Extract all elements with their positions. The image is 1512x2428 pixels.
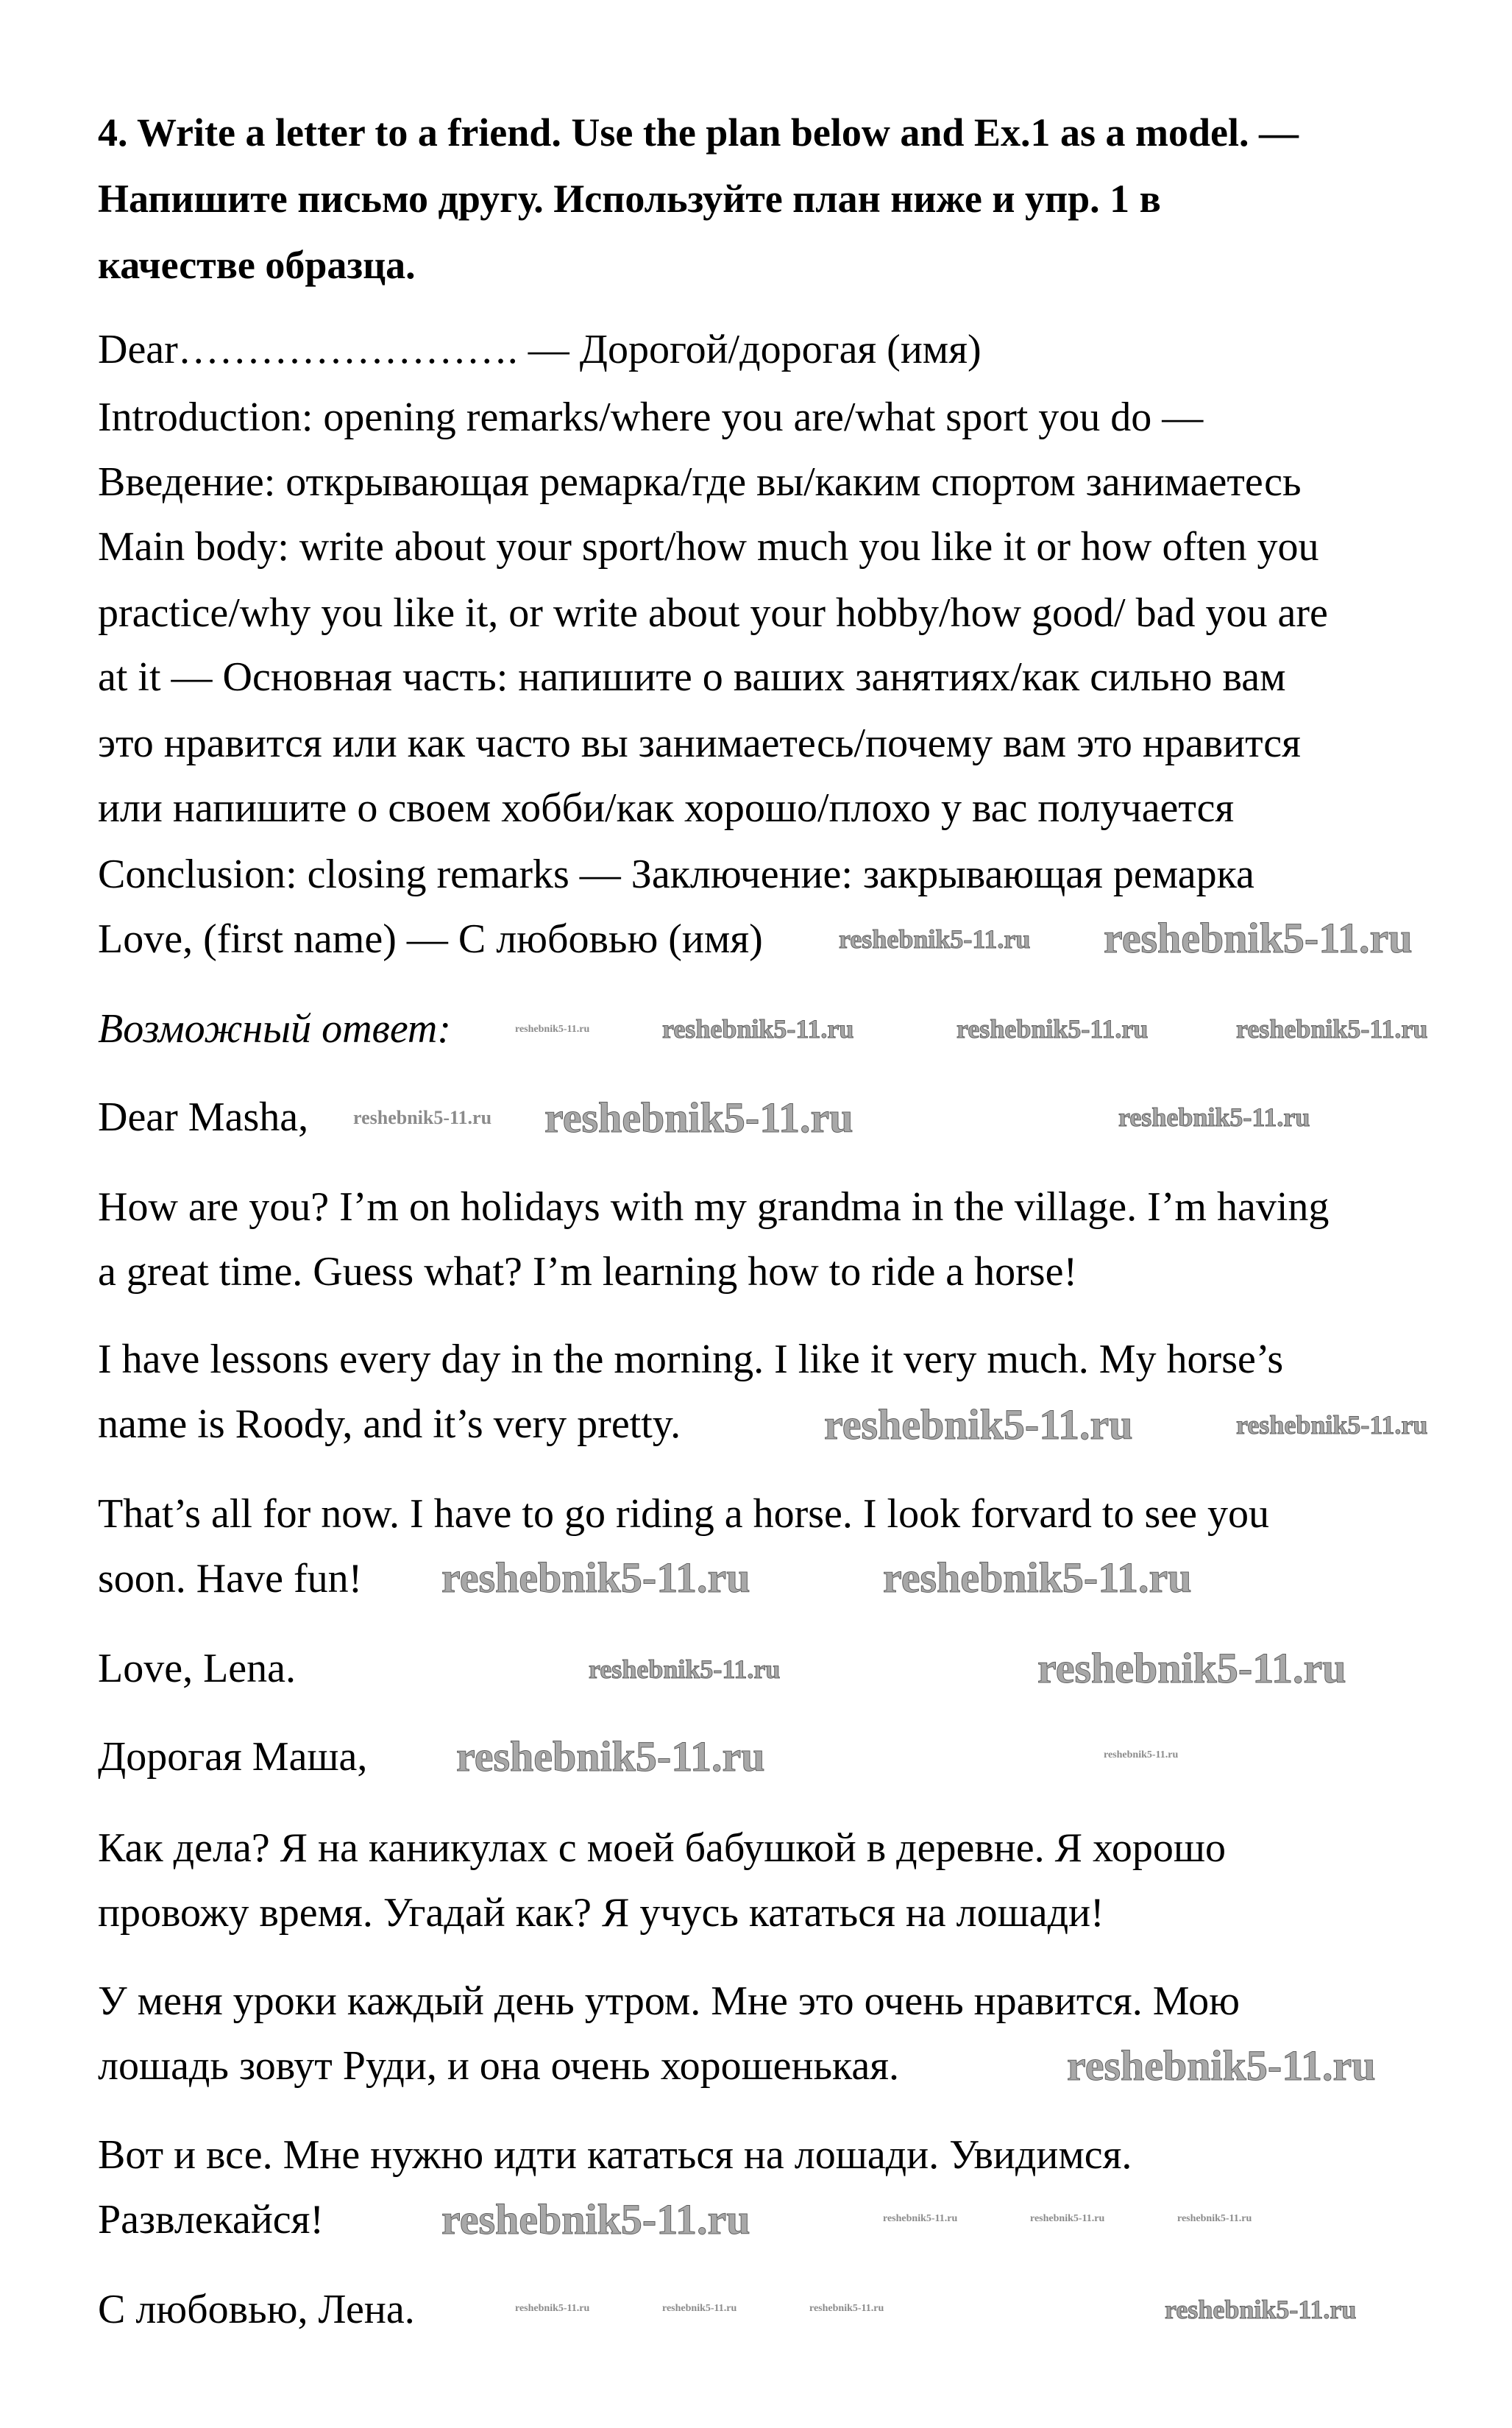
watermark: reshebnik5-11.ru (883, 1554, 1192, 1601)
plan-line: at it — Основная часть: напишите о ваших занятиях/как сильно вам (98, 654, 1286, 700)
watermark: reshebnik5-11.ru (1104, 1749, 1179, 1760)
answer-label: Возможный ответ: (98, 1006, 452, 1052)
letter-line: Дорогая Маша, (98, 1734, 368, 1780)
letter-line: лошадь зовут Руди, и она очень хорошенькая. (98, 2043, 900, 2089)
plan-line: Main body: write about your sport/how much you like it or how often you (98, 524, 1319, 570)
letter-line: name is Roody, and it’s very pretty. (98, 1401, 681, 1447)
watermark: reshebnik5-11.ru (353, 1107, 492, 1128)
watermark: reshebnik5-11.ru (956, 1014, 1149, 1044)
task-line: 4. Write a letter to a friend. Use the plan below and Ex.1 as a model. — (98, 110, 1299, 155)
letter-line: У меня уроки каждый день утром. Мне это очень нравится. Мою (98, 1978, 1240, 2024)
letter-line: I have lessons every day in the morning. I like it very much. My horse’s (98, 1337, 1284, 1382)
watermark: reshebnik5-11.ru (589, 1654, 781, 1684)
watermark: reshebnik5-11.ru (441, 2195, 750, 2243)
watermark: reshebnik5-11.ru (515, 1024, 590, 1035)
watermark: reshebnik5-11.ru (1236, 1014, 1428, 1044)
plan-line: Conclusion: closing remarks — Заключение: закрывающая ремарка (98, 852, 1254, 897)
watermark: reshebnik5-11.ru (1118, 1102, 1310, 1132)
plan-line: это нравится или как часто вы занимаетесь/почему вам это нравится (98, 721, 1301, 766)
letter-line: Love, Lena. (98, 1646, 296, 1691)
letter-line: Как дела? Я на каникулах с моей бабушкой в деревне. Я хорошо (98, 1825, 1226, 1871)
watermark: reshebnik5-11.ru (544, 1094, 853, 1142)
watermark: reshebnik5-11.ru (809, 2303, 884, 2314)
watermark: reshebnik5-11.ru (839, 924, 1031, 954)
watermark: reshebnik5-11.ru (1030, 2213, 1105, 2224)
plan-line: practice/why you like it, or write about your hobby/how good/ bad you are (98, 590, 1328, 636)
plan-line: Introduction: opening remarks/where you are/what sport you do — (98, 394, 1204, 440)
watermark: reshebnik5-11.ru (662, 1014, 854, 1044)
plan-line: Введение: открывающая ремарка/где вы/каким спортом занимаетесь (98, 459, 1302, 505)
letter-line: soon. Have fun! (98, 1556, 363, 1601)
watermark: reshebnik5-11.ru (1177, 2213, 1252, 2224)
letter-line: a great time. Guess what? I’m learning how to ride a horse! (98, 1249, 1078, 1295)
watermark: reshebnik5-11.ru (662, 2303, 737, 2314)
task-line: Напишите письмо другу. Используйте план ниже и упр. 1 в (98, 177, 1161, 221)
watermark: reshebnik5-11.ru (1104, 914, 1413, 962)
watermark: reshebnik5-11.ru (883, 2213, 958, 2224)
letter-line: Вот и все. Мне нужно идти кататься на лошади. Увидимся. (98, 2132, 1132, 2178)
letter-line: Dear Masha, (98, 1094, 309, 1140)
watermark: reshebnik5-11.ru (824, 1401, 1133, 1448)
letter-line: С любовью, Лена. (98, 2287, 415, 2332)
watermark: reshebnik5-11.ru (515, 2303, 590, 2314)
watermark: reshebnik5-11.ru (1236, 1410, 1428, 1440)
plan-line: Dear……………………. — Дорогой/дорогая (имя) (98, 327, 982, 372)
letter-line: That’s all for now. I have to go riding a horse. I look forvard to see you (98, 1491, 1269, 1537)
letter-line: провожу время. Угадай как? Я учусь кататься на лошади! (98, 1890, 1104, 1936)
watermark: reshebnik5-11.ru (456, 1732, 765, 1780)
watermark: reshebnik5-11.ru (1067, 2042, 1376, 2089)
watermark: reshebnik5-11.ru (1165, 2295, 1357, 2324)
watermark: reshebnik5-11.ru (441, 1554, 750, 1601)
watermark: reshebnik5-11.ru (1037, 1644, 1346, 1692)
letter-line: Развлекайся! (98, 2197, 324, 2243)
letter-line: How are you? I’m on holidays with my grandma in the village. I’m having (98, 1184, 1330, 1230)
plan-line: Love, (first name) — С любовью (имя) (98, 916, 763, 962)
plan-line: или напишите о своем хобби/как хорошо/плохо у вас получается (98, 785, 1235, 831)
task-line: качестве образца. (98, 243, 416, 287)
